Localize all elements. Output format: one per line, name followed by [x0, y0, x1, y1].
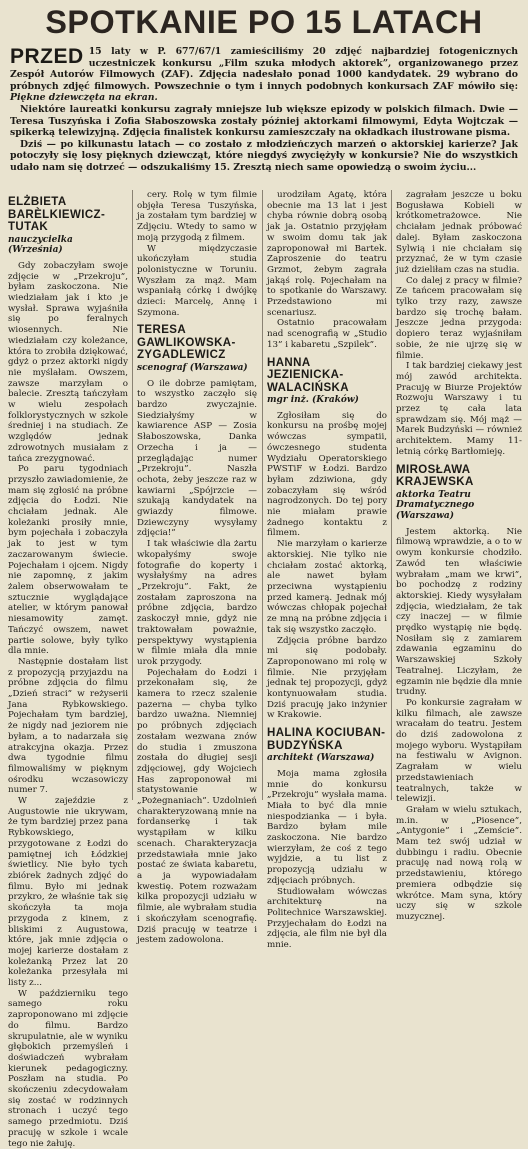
article-paragraph: O ile dobrze pamiętam, to wszystko zaczęło się bardzo zwyczajnie. Siedziałyśmy w kawiarence ASP — Zosia Słaboszowska, Danka Orzecha i ja — przeglądając numer „Przekroju”. Naszła ochota, żeby jeszcze raz w kawiarni „Spójrzcie — szukają kandydatek na gwiazdy filmowe. Dziewczyny wysyłamy zdjęcia!” — [137, 378, 257, 539]
article-paragraph: W zajeździe z Augustowie nie ukrywam, że tym bardziej przez pana Rybkowskiego, przygotowane z Łodzi do pamiętnej ich Łódzkiej świetlicy. Nie było tych zbiórek żadnych zdjęć do filmu. Było mi jednak przykro, że właśnie tak się skończyła ta moja przygoda z kinem, z bliskimi z Augustowa, które, jak mnie zdjęcia o mojej karierze dostałam z koleżanką Przez lat 20 koleżanka przesyłała mi listy z... — [8, 796, 128, 989]
column-rule — [262, 190, 263, 800]
article-paragraph: urodziłam Agatę, która obecnie ma 13 lat i jest chyba równie dobrą osobą jak ja. Ostatnio przyjęłam w swoim domu tak jak zaproponował mi Bartek. Zaproszenie do teatru Grzmot, żebym zagrała jakąś rolę. Pojechałam na to spotkanie do Warszawy. Przedstawiono mi scenariusz. — [267, 190, 387, 318]
article-paragraph: W październiku tego samego roku zaproponowano mi zdjęcie do filmu. Bardzo skrupulatnie, ale w wyniku głębokich przemyśleń i doświadczeń wybrałam kierunek pedagogiczny. Poszłam na studia. Po skończeniu zdecydowałam się zostać w rodzinnych stronach i uczyć tego samego przedmiotu. Dziś pracuję w szkole i wcale tego nie żałuję. — [8, 988, 128, 1149]
article-paragraph: cery. Rolę w tym filmie objęła Teresa Tuszyńska, ja zostałam tym bardziej w Zdjęciu. Wtedy to samo w moją przygodą z filmem. — [137, 190, 257, 243]
person-name: HALINA KOCIUBAN-BUDZYŃSKA — [267, 727, 386, 752]
lead-slogan: Piękne dziewczęta na ekran. — [10, 92, 158, 104]
person-name: HANNA JEZIENICKA-WALACIŃSKA — [267, 356, 349, 394]
article-paragraph: Pojechałam do Łodzi i przekonałam się, że kamera to rzecz szalenie pazerna — chyba tylko bardzo uważna. Niemniej po próbnych zdjęciach zostałam wezwana znów do studia i zmuszona została do długiej sesji zdjęciowej, gdy Wojciech Has zaproponował mi statystowanie w „Pożegnaniach”. Uzdolnień charakteryzowaną mnie na fordanserkę i tak wystąpiłam w kilku scenach. Charakteryzacja przedstawiała mnie jako postać ze świata kabaretu, a ja wypowiadałam kwestię. Potem rozważam kilka propozycji udziału w filmie, ale wybrałam studia i skończyłam scenografię. Dziś pracuję w teatrze i jestem zadowolona. — [137, 667, 257, 946]
person-name: MIROSŁAWA KRAJEWSKA — [396, 463, 474, 489]
person-role: nauczycielka (Września) — [8, 234, 73, 256]
article-paragraph: Zgłosiłam się do konkursu na prośbę mojej wówczas sympatii, ówczesnego studenta Wydziału Operatorskiego PWSTiF w Łodzi. Bardzo byłam zdziwiona, gdy zobaczyłam się wśród nagrodzonych. Do tej pory nie miałam prawie żadnego kontaktu z filmem. — [267, 410, 387, 539]
article-paragraph: I tak bardziej ciekawy jest mój zawód architekta. Pracuję w Biurze Projektów Rozwoju Warszawy i tu przez tę cała lata sprawdzam się. Mój mąż — Marek Budzyński — również architektem. Mamy 11-letnią córkę Bartłomieję. — [396, 361, 522, 457]
article-paragraph: Studiowałam wówczas architekturę na Politechnice Warszawskiej. Przyjechałam do Łodzi na zdjęcia, ale film nie był dla mnie. — [267, 886, 387, 951]
article-paragraph: Gdy zobaczyłam swoje zdjęcie w „Przekroju”, byłam zaskoczona. Nie wiedziałam jak i kto je wysłał. Sprawa wyjaśniła się po feralnych wiosennych. Nie wiedziałam czy koleżance, która to zrobiła dziękować, gdyż o przez aktorki nigdy nie myślałam. Owszem, zawsze marzyłam o balecie. Zresztą tańczyłam w wielu zespołach folklorystycznych w szkole średniej i na studiach. Ze względów jednak zdrowotnych musiałam z tańca zrezygnować. — [8, 260, 128, 464]
column-1 — [8, 190, 128, 1149]
article-paragraph: Ostatnio pracowałam nad scenografią w „Studio 13” i kabaretu „Szpilek”. — [267, 318, 387, 350]
lead-text — [10, 46, 518, 186]
person-role: scenograf (Warszawa) — [137, 362, 248, 373]
column-3 — [267, 190, 387, 951]
article-paragraph: Grałam w wielu sztukach, m.in. w „Piosence”, „Antygonie” i „Zemście”. Mam też swój udział w dubbingu i radiu. Obecnie pracuję nad nową rolą w przedstawieniu, którego premiera odbędzie się wkrótce. Mam syna, który uczy się w szkole muzycznej. — [396, 804, 522, 922]
column-2 — [137, 190, 257, 946]
lead-paragraph-3: Dziś — po kilkunastu latach — co zostało z młodzieńczych marzeń o aktorskiej karierze? Jak potoczyły się losy pięknych dziewcząt, które niegdyś zwyciężyły w konkursie? Nie do wszystkich udało nam się dotrzeć — odszukaliśmy 15. Zresztą niech same opowiedzą o swoim życiu... — [10, 138, 518, 173]
article-paragraph: Następnie dostałam list z propozycją przyjazdu na próbne zdjęcia do filmu „Dzień straci” w reżyserii Jana Rybkowskiego. Pojechałam tym bardziej, że nigdy nad jeziorem nie byłam, a to nadarzała się atrakcyjna okazja. Przez dwa tygodnie filmu filmowaliśmy w pięknym ośrodku wczasowiczy numer 7. — [8, 656, 128, 796]
article-paragraph: Moja mama zgłosiła mnie do konkursu „Przekroju” wysłała mama. Miała to być dla mnie niespodzianka — i była. Bardzo byłam mile zaskoczona. Nie bardzo wierzyłam, że coś z tego wyjdzie, a tu list z propozycją udziału w zdjęciach próbnych. — [267, 768, 387, 886]
lead-drop-word: PRZED — [10, 45, 84, 68]
article-paragraph: Nie marzyłam o karierze aktorskiej. Nie tylko nie chciałam zostać aktorką, ale nawet byłam przeciwna wystąpieniu przed kamerą. Jednak mój wówczas chłopak pojechał ze mną na próbne zdjęcia i tak się wszystko zaczęło. — [267, 539, 387, 635]
article-paragraph: Co dalej z pracy w filmie? Ze tańcem pracowałam się tylko trzy razy, zawsze bardzo się trochę bałam. Jeszcze jedna przygoda: dopiero teraz wyjaśniłam sobie, że nie ujrzę się w filmie. — [396, 275, 522, 361]
lead-paragraph-1: 15 laty w P. 677/67/1 zamieściliśmy 20 zdjęć najbardziej fotogenicznych uczestniczek konkursu „Film szuka młodych aktorek”, organizowanego przez Zespół Autorów Filmowych (ZAF). Zdjęcia nadesłało ponad 1000 kandydatek. 29 wybrano do próbnych zdjęć filmowych. Powszechnie o tym i innych podobnych konkursach ZAF mówiło się: Piękne dziewczęta na ekran. — [10, 46, 518, 104]
article-paragraph: Po paru tygodniach przyszło zawiadomienie, że mam się zgłosić na próbne zdjęcia do Łodzi. Nie chciałam jednak. Ale koleżanki prosiły mnie, bym pojechała i zobaczyła jak to jest w tym zaczarowanym świecie. Pojechałam i ojcem. Nigdy nie zapomnę, z jakim żalem obserwowałam te sztucznie wyglądające atelier, w którym panował niesamowity zamęt. Tańczyć owszem, nawet partie solowe, były tylko dla mnie. — [8, 464, 128, 657]
column-rule — [391, 190, 392, 800]
person-role: aktorka Teatru Dramatycznego (Warszawa) — [396, 489, 475, 521]
person-name: TERESA GAWLIKOWSKA-ZYGADLEWICZ — [137, 324, 236, 362]
article-paragraph: Po konkursie zagrałam w kilku filmach, ale zawsze wracałam do teatru. Jestem do dziś zadowolona z mojego wyboru. Wystąpiłam na festiwalu w Avignon. Zagrałam w wielu przedstawieniach teatralnych, także w telewizji. — [396, 697, 522, 805]
person-role: architekt (Warszawa) — [267, 753, 375, 764]
lead-paragraph-2: Niektóre laureatki konkursu zagrały mniejsze lub większe epizody w polskich filmach. Dwie — Teresa Tuszyńska i Zofia Słaboszowska zostały później aktorkami filmowymi, Edyta Wojtczak — spikerką telewizyjną. Zdjęcia finalistek konkursu zamieszczały na okładkach ilustrowane pisma. — [10, 103, 518, 139]
article-paragraph: I tak właściwie dla żartu wkopałyśmy swoje fotografie do koperty i wysłałyśmy na adres „Przekroju”. Fakt, że zostałam zaproszona na próbne zdjęcia, bardzo zaskoczył mnie, gdyż nie traktowałam poważnie, perspektywy wystąpienia w filmie miała dla mnie urok przygody. — [137, 539, 257, 667]
column-4 — [396, 190, 522, 922]
person-role: mgr inż. (Kraków) — [267, 395, 359, 406]
article-paragraph: zagrałam jeszcze u boku Bogusława Kobieli w krótkometrażowce. Nie chciałam jednak próbować dalej. Byłam zaskoczona Sylwią i nie chciałam się przyznać, że w tym czasie już dzieliłam czas na studia. — [396, 190, 522, 275]
person-name: ELŻBIETA BARÈLKIEWICZ-TUTAK — [8, 196, 106, 233]
headline: SPOTKANIE PO 15 LATACH — [45, 4, 483, 40]
article-paragraph: Jestem aktorką. Nie filmową wprawdzie, a o to w owym konkursie chodziło. Zawód ten właściwie wybrałam „mam we krwi”, bo pochodzę z rodziny aktorskiej. Kiedy wysyłałam zdjęcia, wiedziałam, że tak czy inaczej — w filmie prędko wystąpię nie będę. Nosiłam się z zamiarem zdawania egzaminu do Warszawskiej Szkoły Teatralnej. Liczyłam, że egzamin nie będzie dla mnie trudny. — [396, 526, 522, 698]
article-paragraph: W międzyczasie ukończyłam studia polonistyczne w Toruniu. Wyszłam za mąż. Mam wspaniałą córkę i dwójkę dzieci: Marcelę, Annę i Szymona. — [137, 243, 257, 318]
article-paragraph: Zdjęcia próbne bardzo mi się podobały. Zaproponowano mi rolę w filmie. Nie przyjęłam jednak tej propozycji, gdyż kontynuowałam studia. Dziś pracuję jako inżynier w Krakowie. — [267, 635, 387, 721]
column-rule — [132, 190, 133, 800]
